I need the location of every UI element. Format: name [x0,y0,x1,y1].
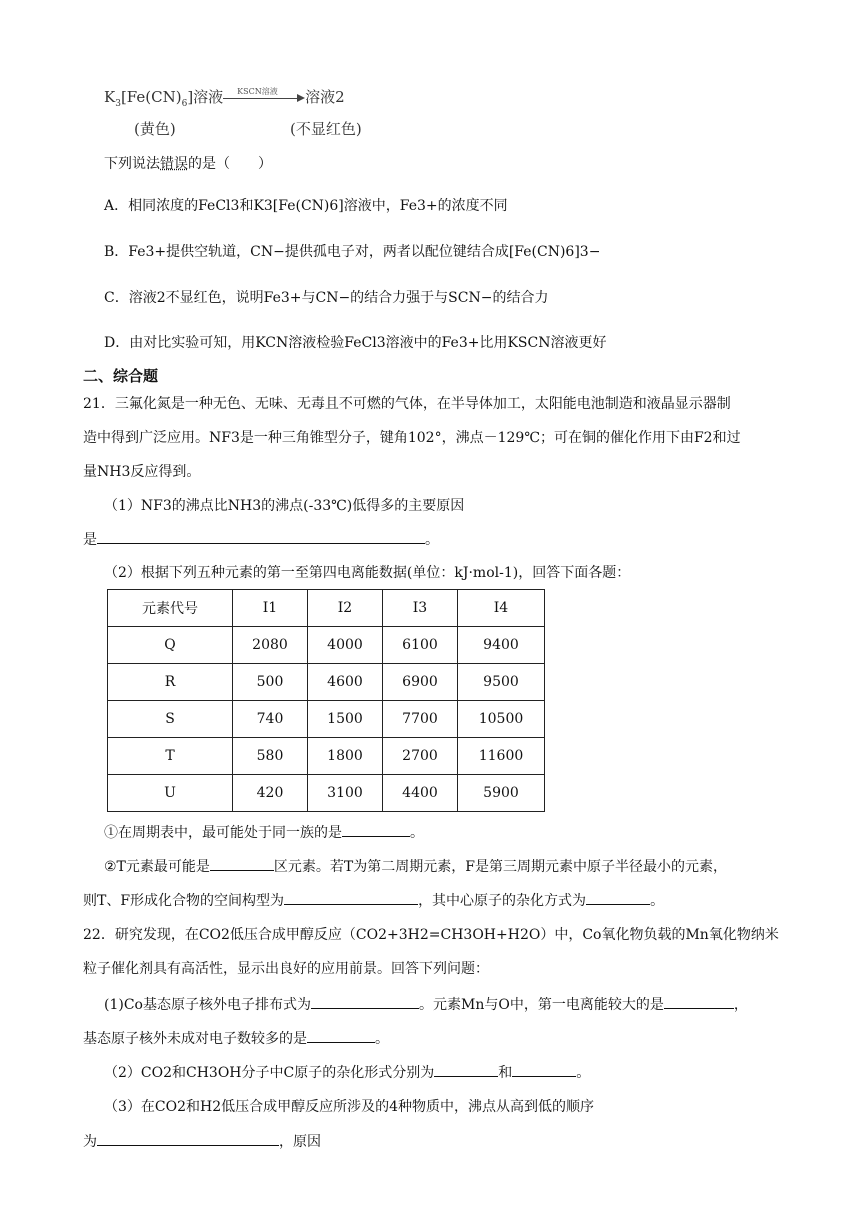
answer-blank[interactable] [664,994,734,1009]
answer-blank[interactable] [97,1131,279,1146]
table-row [108,664,545,701]
q22-part2: （2）CO2和CH3OH分子中C原子的杂化形式分别为 和 。 [104,1062,590,1083]
table-header-cell: I1 [233,590,308,627]
table-row [108,738,545,775]
q22-part1: (1)Co基态原子核外电子排布式为 。元素Mn与O中，第一电离能较大的是 ， [104,994,748,1015]
reaction-condition: KSCN溶液 [237,87,278,96]
table-cell: 4400 [383,775,458,812]
table-cell: 6900 [383,664,458,701]
table-header-cell: I2 [308,590,383,627]
table-cell: 11600 [458,738,545,775]
table-cell: 2700 [383,738,458,775]
table-cell: 9500 [458,664,545,701]
reaction-reactant: $K_3[Fe(CN)_6]$溶液 [104,88,224,109]
table-cell: 5900 [458,775,545,812]
q21-subq2-cont: 则T、F形成化合物的空间构型为 ，其中心原子的杂化方式为 。 [83,890,664,911]
q20-option-d: D．由对比实验可知，用KCN溶液检验FeCl3溶液中的Fe3+比用KSCN溶液更好 [104,335,607,351]
product-color-note: (不显红色) [290,120,362,138]
table-cell: R [108,664,233,701]
answer-blank[interactable] [512,1062,576,1077]
table-cell: 7700 [383,701,458,738]
q21-part1-answer: 是 。 [83,529,439,550]
table-cell: 4000 [308,627,383,664]
answer-blank[interactable] [311,994,419,1009]
q21-intro-line2: 造中得到广泛应用。NF3是一种三角锥型分子，键角102°，沸点－129℃；可在铜的催化作用下由F2和过 [83,430,741,446]
table-cell: 1500 [308,701,383,738]
table-row [108,627,545,664]
table-cell: 2080 [233,627,308,664]
q22-intro-line1: 22．研究发现，在CO2低压合成甲醇反应（CO2+3H2=CH3OH+H2O）中，Co氧化物负载的Mn氧化物纳米 [83,927,779,943]
table-cell: 4600 [308,664,383,701]
table-row [108,775,545,812]
section-title: 二、综合题 [83,367,159,385]
table-cell: 420 [233,775,308,812]
reaction-arrow-icon [223,87,305,106]
q20-option-b: B．Fe3+提供空轨道，CN−提供孤电子对，两者以配位键结合成[Fe(CN)6]3− [104,244,601,260]
answer-blank[interactable] [307,1028,375,1043]
q21-subq1: ①在周期表中，最可能处于同一族的是 。 [104,822,424,843]
q21-subq2: ②T元素最可能是 区元素。若T为第二周期元素，F是第三周期元素中原子半径最小的元素， [104,856,727,877]
answer-blank[interactable] [342,822,410,837]
q21-part1: （1）NF3的沸点比NH3的沸点(-33℃)低得多的主要原因 [104,498,465,514]
q22-part3-cont: 为 ，原因 [83,1131,321,1152]
q21-intro-line3: 量NH3反应得到。 [83,464,201,480]
table-cell: 500 [233,664,308,701]
table-cell: 6100 [383,627,458,664]
q21-part2: （2）根据下列五种元素的第一至第四电离能数据(单位：kJ·mol-1)，回答下面各题： [104,565,631,581]
q22-intro-line2: 粒子催化剂具有高活性，显示出良好的应用前景。回答下列问题： [83,961,489,977]
q20-option-c: C．溶液2不显红色，说明Fe3+与CN−的结合力强于与SCN−的结合力 [104,290,549,306]
table-header-cell: 元素代号 [108,590,233,627]
table-row [108,701,545,738]
answer-blank[interactable] [284,890,418,905]
answer-blank[interactable] [586,890,650,905]
reaction-product: 溶液2 [305,88,345,106]
answer-blank[interactable] [434,1062,498,1077]
table-cell: 9400 [458,627,545,664]
q20-stem: 下列说法错误的是（ ） [104,156,272,172]
table-header-cell: I3 [383,590,458,627]
answer-blank[interactable] [97,529,425,544]
table-header-cell: I4 [458,590,545,627]
table-cell: 3100 [308,775,383,812]
q21-intro-line1: 21．三氟化氮是一种无色、无味、无毒且不可燃的气体，在半导体加工，太阳能电池制造和液晶显示器制 [83,396,731,412]
table-cell: T [108,738,233,775]
answer-blank[interactable] [210,856,274,871]
table-cell: 1800 [308,738,383,775]
table-cell: 10500 [458,701,545,738]
table-cell: S [108,701,233,738]
q22-part3: （3）在CO2和H2低压合成甲醇反应所涉及的4种物质中，沸点从高到低的顺序 [104,1099,595,1115]
ionization-energy-table [107,589,545,812]
reactant-color-note: (黄色) [134,120,176,138]
table-cell: 740 [233,701,308,738]
table-cell: Q [108,627,233,664]
table-cell: U [108,775,233,812]
table-header-row [108,590,545,627]
table-cell: 580 [233,738,308,775]
reaction-scheme [104,86,345,107]
q22-part1-cont: 基态原子核外未成对电子数较多的是 。 [83,1028,389,1049]
q20-option-a: A．相同浓度的FeCl3和K3[Fe(CN)6]溶液中，Fe3+的浓度不同 [104,198,508,214]
